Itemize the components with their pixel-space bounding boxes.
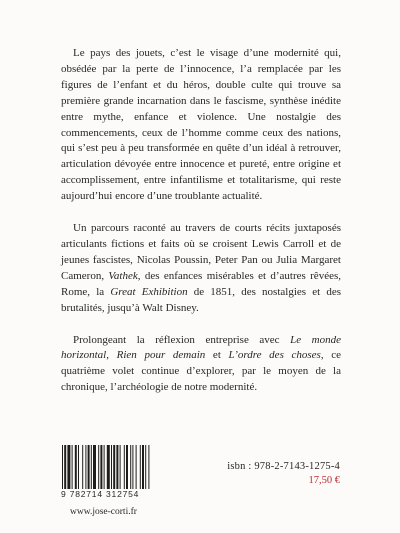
- barcode-bar: [140, 445, 141, 489]
- barcode-bar: [93, 445, 96, 489]
- blurb-paragraph-2-text: de 1851, des nostalgies et des brutalités, jusqu’à Walt Disney.: [61, 285, 341, 314]
- barcode-bar: [124, 445, 125, 489]
- barcode-bar: [72, 445, 73, 489]
- barcode-bar: [64, 445, 66, 489]
- blurb: [61, 46, 341, 396]
- barcode-bar: [91, 445, 92, 489]
- blurb-paragraph-3-text: et: [205, 349, 229, 362]
- barcode-bar: [88, 445, 90, 489]
- blurb-paragraph-1: Le pays des jouets, c’est le visage d’une modernité qui, obsédée par la perte de l’innocence, l’a remplacée par les figures de l’enfant et du héros, double culte qui trouve sa première grande incarnation dans le fascisme, synthèse inédite entre mythe, enfance et violence. Une nostalgie des commencements, ceux de l’homme comme ceux des nations, qui s’est peu à peu transformée en quête d’un idéal à retrouver, articulation dévoyée entre innocence et pureté, entre origine et accomplissement, entre infantilisme et totalitarisme, qui reste aujourd’hui encore d’une troublante actualité.: [61, 47, 341, 203]
- barcode-bar: [130, 445, 131, 489]
- barcode-bar: [145, 445, 146, 489]
- title-great-exhibition: Great Exhibition: [110, 285, 188, 298]
- barcode-bar: [107, 445, 110, 489]
- isbn-price-block: [227, 461, 340, 486]
- publisher-website: www.jose-corti.fr: [70, 507, 137, 517]
- title-le-monde-horizontal: Le monde horizontal: [61, 333, 342, 362]
- barcode-bar: [142, 445, 144, 489]
- barcode-bar: [67, 445, 70, 489]
- barcode-bar: [120, 445, 121, 489]
- blurb-paragraph-3-text: Prolongeant la réflexion entreprise avec: [73, 333, 291, 346]
- blurb-paragraph-2-text: Un parcours raconté au travers de courts récits juxtaposés articulants fictions et faits où se croisent Lewis Carroll et de jeunes fascistes, Nicolas Poussin, Peter Pan ou Julia Margaret Cameron,: [61, 222, 341, 282]
- barcode-bar: [104, 445, 105, 489]
- barcode-bar: [126, 445, 128, 489]
- blurb-paragraph-3: [61, 333, 341, 397]
- barcode-bar: [100, 445, 102, 489]
- barcode-bar: [113, 445, 115, 489]
- blurb-paragraph-3-text: , ce quatrième volet continue d’explorer, par le moyen de la chronique, l’archéologie de notre modernité.: [61, 349, 341, 394]
- barcode-bar: [111, 445, 112, 489]
- barcode-digits: 9 782714 312754: [61, 489, 140, 499]
- barcode-bar: [85, 445, 86, 489]
- barcode-bar: [116, 445, 118, 489]
- title-l-ordre-des-choses: L’ordre des choses: [228, 349, 321, 362]
- title-rien-pour-demain: Rien pour demain: [116, 349, 206, 362]
- isbn: isbn : 978-2-7143-1275-4: [227, 461, 340, 472]
- barcode-bar: [136, 445, 137, 489]
- blurb-paragraph-2: [61, 221, 341, 316]
- barcode-bar: [98, 445, 99, 489]
- price: 17,50 €: [308, 475, 340, 486]
- barcode-bar: [132, 445, 133, 489]
- barcode-bar: [62, 445, 63, 489]
- barcode-bar: [78, 445, 79, 489]
- blurb-paragraph-2-text: , des enfances misérables et d’autres rêvées, Rome, la: [61, 269, 341, 298]
- barcode-bar: [82, 445, 83, 489]
- blurb-paragraph-3-text: ,: [106, 349, 117, 362]
- title-vathek: Vathek: [108, 269, 138, 282]
- barcode: [61, 445, 181, 489]
- barcode-bar: [75, 445, 77, 489]
- barcode-bar: [148, 445, 149, 489]
- barcode-block: [61, 445, 181, 517]
